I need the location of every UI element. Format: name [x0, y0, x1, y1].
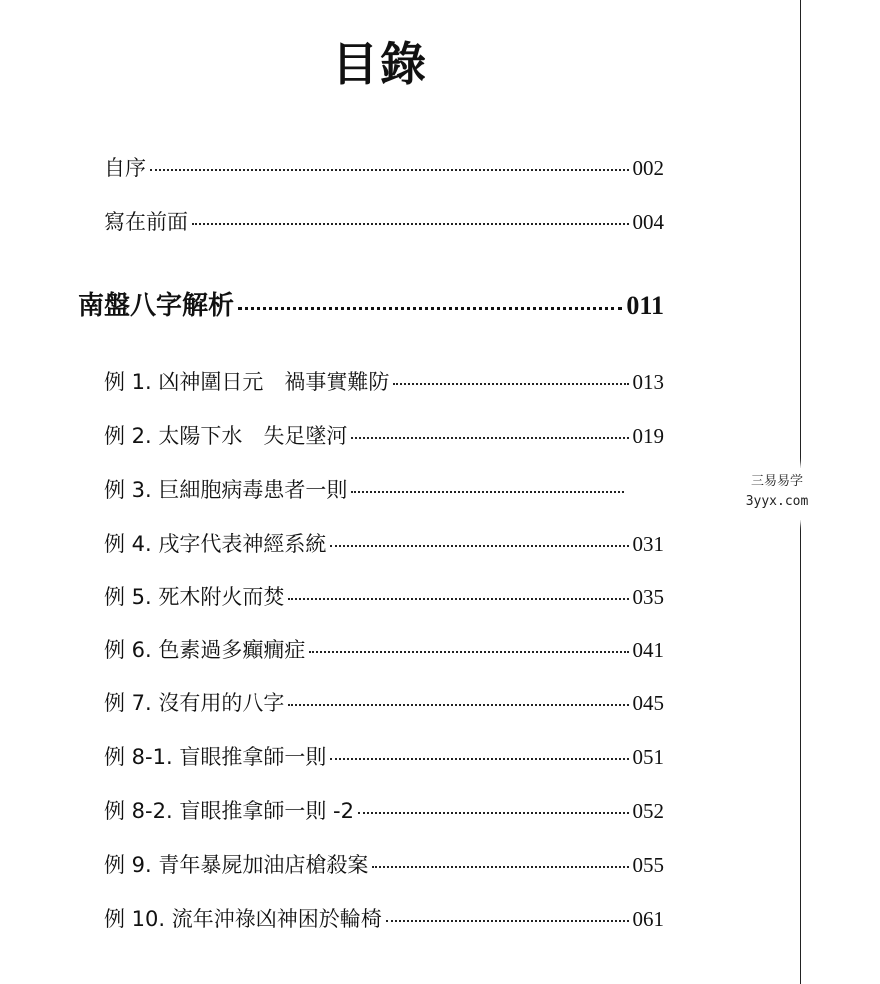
watermark: [712, 468, 842, 520]
dot-leader: [309, 651, 628, 653]
dot-leader: [351, 437, 628, 439]
toc-entry-8-1[interactable]: [104, 741, 664, 771]
watermark-line-2: 3yyx.com: [745, 494, 809, 509]
dot-leader: [386, 920, 629, 922]
dot-leader: [192, 223, 629, 225]
toc-section-heading[interactable]: [78, 285, 664, 322]
toc-entry-label: 例 4. 戌字代表神經系統: [104, 532, 327, 556]
toc-entry-4[interactable]: [104, 528, 664, 558]
toc-entry-page: 019: [632, 424, 664, 448]
toc-entry-label: 例 8-1. 盲眼推拿師一則: [104, 745, 327, 769]
toc-entry-7[interactable]: [104, 687, 664, 717]
toc-entry-page: 031: [632, 532, 664, 556]
toc-entry-label: 例 1. 凶神圍日元 禍事實難防: [104, 370, 390, 394]
toc-entry-page: 052: [632, 799, 664, 823]
toc-entry-label: 例 9. 青年暴屍加油店槍殺案: [104, 853, 369, 877]
toc-entry-label: 例 7. 沒有用的八字: [104, 691, 285, 715]
toc-entry-label: 例 6. 色素過多癲癇症: [104, 638, 306, 662]
toc-entry-foreword[interactable]: [104, 206, 664, 236]
dot-leader: [330, 758, 628, 760]
toc-entry-label: 例 3. 巨細胞病毒患者一則: [104, 478, 348, 502]
toc-entry-page: 061: [632, 907, 664, 931]
toc-entry-1[interactable]: [104, 366, 664, 396]
page-title: 目錄: [332, 37, 428, 91]
toc-entry-preface[interactable]: [104, 152, 664, 182]
toc-entry-page: 004: [632, 210, 664, 234]
toc-entry-5[interactable]: [104, 581, 664, 611]
dot-leader: [288, 704, 628, 706]
toc-entry-page: 002: [632, 156, 664, 180]
toc-entry-3[interactable]: [104, 474, 664, 504]
toc-entry-label: 自序: [104, 156, 146, 180]
toc-entry-page: 051: [632, 745, 664, 769]
toc-entry-6[interactable]: [104, 634, 664, 664]
toc-entry-page: 041: [632, 638, 664, 662]
toc-entry-label: 寫在前面: [104, 210, 188, 234]
toc-entry-page: 045: [632, 691, 664, 715]
dot-leader: [288, 598, 628, 600]
dot-leader: [150, 169, 629, 171]
toc-entry-9[interactable]: [104, 849, 664, 879]
dot-leader: [238, 307, 622, 310]
dot-leader: [358, 812, 629, 814]
toc-entry-8-2[interactable]: [104, 795, 664, 825]
watermark-line-1: 三易易学: [750, 474, 803, 489]
toc-section-page: 011: [626, 291, 664, 320]
toc-entry-page: 013: [632, 370, 664, 394]
dot-leader: [330, 545, 628, 547]
toc-entry-page: 035: [632, 585, 664, 609]
toc-entry-10[interactable]: [104, 903, 664, 933]
dot-leader: [351, 491, 624, 493]
toc-entry-label: 例 2. 太陽下水 失足墜河: [104, 424, 348, 448]
toc-entry-label: 例 10. 流年沖祿凶神困於輪椅: [104, 907, 382, 931]
dot-leader: [372, 866, 628, 868]
toc-entry-label: 例 8-2. 盲眼推拿師一則 -2: [104, 799, 354, 823]
toc-entry-2[interactable]: [104, 420, 664, 450]
toc-entry-label: 例 5. 死木附火而焚: [104, 585, 285, 609]
dot-leader: [393, 383, 628, 385]
toc-entry-page: 055: [632, 853, 664, 877]
toc-section-label: 南盤八字解析: [78, 291, 235, 321]
